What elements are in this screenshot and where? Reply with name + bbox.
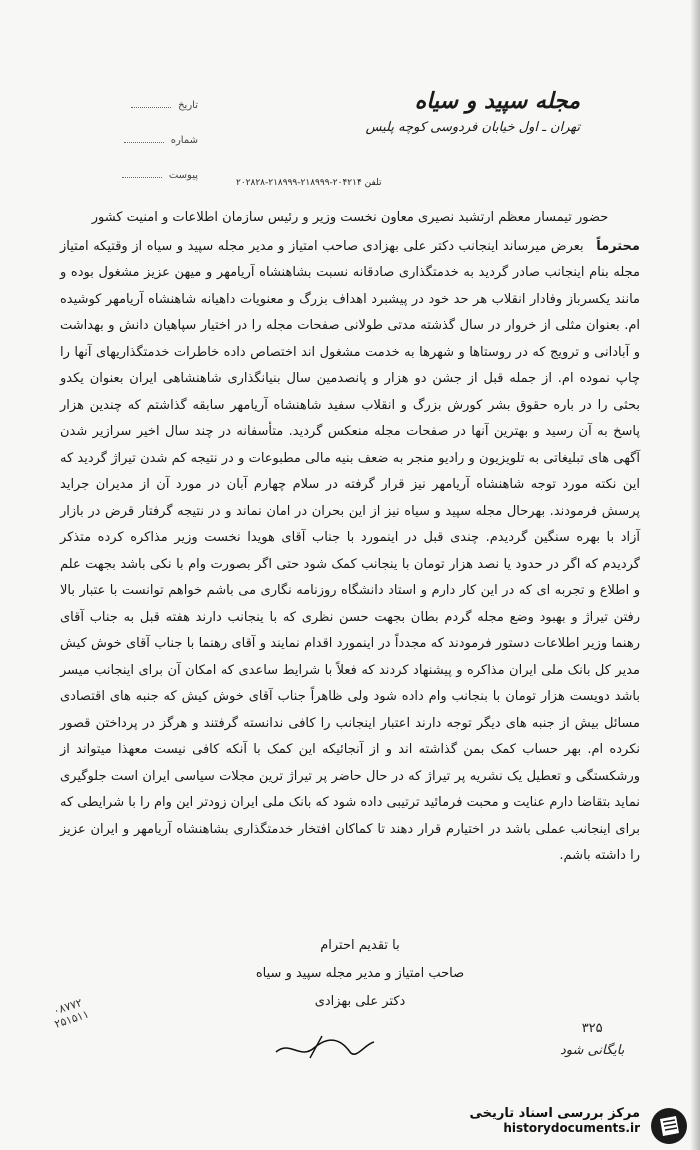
signer-name: دکتر علی بهزادی [314,994,406,1009]
letter-lead: محترماً [596,238,640,254]
letterhead-phone: تلفن ۲۰۴۲۱۴-۲۱۸۹۹۹-۲۱۸۹۹۹-۲۰۲۸۲۸ [236,178,382,188]
signer-title: صاحب امتیاز و مدیر مجله سپید و سیاه [255,966,465,981]
archive-logo-icon [648,1106,690,1146]
watermark-text [470,1106,641,1135]
number-field [118,135,198,146]
watermark [410,1106,690,1146]
letter-body [60,205,640,870]
right-annotation-number: ۳۲۵ [581,1021,603,1036]
right-annotation [560,1018,624,1062]
watermark-url: historydocuments.ir [503,1121,640,1135]
letterhead [280,88,580,135]
handwritten-signature [270,1030,380,1066]
letter-paragraph [60,234,640,870]
letterhead-title: مجله سپید و سیاه [414,88,580,114]
date-field [118,100,198,111]
letterhead-address: تهران ـ اول خیابان فردوسی کوچه پلیس [365,120,580,135]
watermark-title: مرکز بررسی اسناد تاریخی [469,1106,640,1121]
letter-closing: با تقدیم احترام [320,938,400,953]
letter-closing-block [150,932,570,1016]
letter-salutation: حضور تیمسار معظم ارتشبد نصیری معاون نخست وزیر و رئیس سازمان اطلاعات و امنیت کشور [91,210,609,225]
letter-paragraph-text: بعرض میرساند اینجانب دکتر علی بهزادی صاحب امتیاز و مدیر مجله سپید و سیاه از وقتیکه امتیاز مجله بنام اینجانب صادر گردید به خدمتگذاری صادقانه نسبت بشاهنشاه آریامهر و میهن عزیز مشغول بوده و مانند یکسرباز وفادار انقلاب هر حد خود در پیشبرد اهداف بزرگ و معنویات داهیانه شاهنشاه آریامهر کوشیده ام. بعنوان مثلی از خروار در سال گذشته مدتی طولانی صفحات مجله را در اختیار سپاهیان دانش و بهداشت و آبادانی و ترویج که در روستاها و شهرها به خدمت مشغول اند اختصاص داده خاطرات خدمتگذاریهای آنها را چاپ نموده ام. از جمله قبل از جشن دو هزار و پانصدمین سال بنیانگذاری شاهنشاهی ایران بعنوان یکدو بحثی را در باره حقوق بشر کورش بزرگ و انقلاب سفید شاهنشاه آریامهر سابقه گذاشتم که چندین هزار پاسخ به آن رسید و بهترین آنها در صفحات مجله منعکس گردید. متأسفانه در چند سال اخیر سرازیر شدن آگهی های تبلیغاتی به تلویزیون و رادیو منجر به ضعف بنیه مالی مطبوعات و در نتیجه کم شدن تیراژ گردید که این نکته مورد توجه شاهنشاه آریامهر نیز قرار گرفته در سلام چهارم آبان در مورد آن از مدیران جراید پرسش فرمودند. بهرحال مجله سپید و سیاه نیز از این بحران در امان نماند و در نتیجه گرفتار قرض در بازار آزاد با بهره سنگین گردیدم. چندی قبل در اینمورد با جناب آقای هویدا نخست وزیر مذاکره کرده متذکر گردیدم که اگر در حدود یا نصد هزار تومان با ینجانب کمک شود حتی اگر بصورت وام با نکی باشد بجهت علم و اطلاع و تجربه ای که در این کار دارم و استاد دانشگاه روزنامه نگاری می باشم خواهم توانست با عتبار بالا رفتن تیراژ و بهبود وضع مجله گردم بطان بجهت حسن نظری که با ینجانب دارند هفته قبل به جناب آقای رهنما وزیر اطلاعات دستور فرمودند که مجدداً در اینمورد اقدام نمایند و آقای رهنما با جناب آقای خوش کیش مدیر کل بانک ملی ایران مذاکره و پیشنهاد کردند که فعلاً با شرایط ساعدی که امکان آن برای اینجانب میسر باشد دویست هزار تومان با بنجانب وام داده شود ولی ظاهراً جناب آقای خوش کیش که جنبه های اقتصادی مسائل بیش از جنبه های دیگر توجه دارند اعتبار اینجانب را کافی ندانسته گرفتند و هرگز در پرداختن قصور نکرده ام. بهر حساب کمک بمن گذاشته اند و از آنجائیکه این کمک با آنکه کافی نیست معهذا میتواند از ورشکستگی و تعطیل یک نشریه پر تیراژ که در حال حاضر پر تیراژ ترین مجلات سیاسی ایران است جلوگیری نماید بتقاضا دارم عنایت و محبت فرمائید ترتیبی داده شود که بانک ملی ایران زودتر این وام را با شرایطی که برای اینجانب عملی باشد در اختیارم قرار دهند تا کماکان افتخار خدمتگذاری بشاهنشاه آریامهر و ایران عزیز را داشته باشم. [60,238,640,863]
document-meta [118,100,198,205]
number-label: شماره [170,135,198,146]
attachment-label: پیوست [168,170,198,181]
left-reference-number: ۰۸۷۷۲ ۲۵۱۵۱۱ [51,996,91,1031]
page-edge-shadow [690,0,700,1150]
date-label: تاریخ [178,100,198,111]
right-annotation-note: بایگانی شود [560,1043,625,1058]
attachment-field [118,170,198,181]
